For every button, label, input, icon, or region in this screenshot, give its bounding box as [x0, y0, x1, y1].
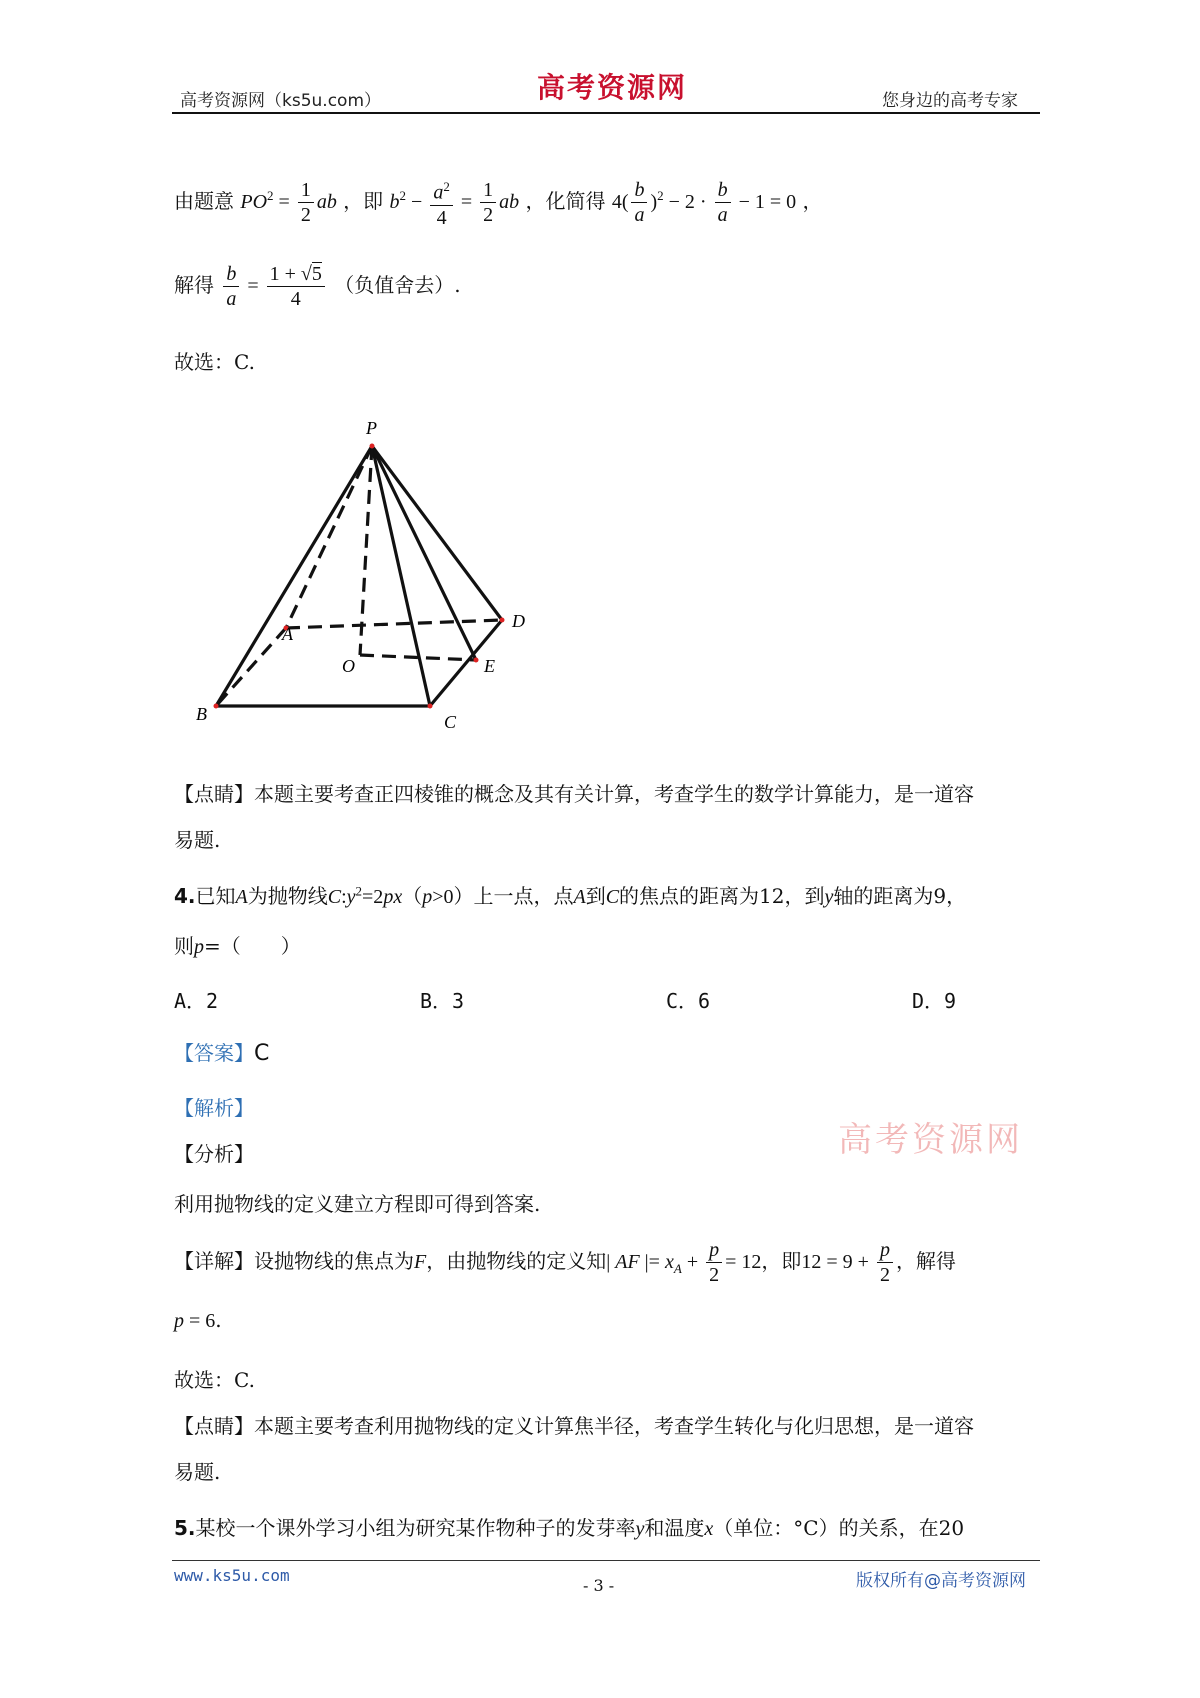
dianjing-1-line-1: [174, 778, 974, 807]
label-P: P: [366, 418, 377, 438]
xiangjie-d: ，解得: [895, 1249, 956, 1273]
header-site-name: 高考资源网（ks5u.com）: [180, 91, 382, 111]
footer-copyright: 版权所有@高考资源网: [856, 1571, 1026, 1591]
equation-line-2: 解得 $\frac{b}{a}$ = $\frac{1 + √5}{4}$ （负值舍去）.: [174, 263, 461, 310]
solve-note: （负值舍去）.: [334, 273, 461, 297]
footer-site-link[interactable]: www.ks5u.com: [174, 1566, 290, 1585]
result-end: .: [215, 1308, 222, 1332]
equation-line-1: 由题意 $PO^2$ = $\frac{1}{2}$ ab ，即 $b^2$ − $\frac{a^2}{4}$ = $\frac{1}{2}$ ab ，化简得 4( $\frac{b}{a}$ )$^2$ − 2 · $\frac{b}{a}$ − 1 = 0 ，: [174, 175, 823, 230]
dianjing-2-line-1: [174, 1410, 974, 1439]
question-5-line-1: 5.某校一个课外学习小组为研究某作物种子的发芽率y和温度x（单位：°C）的关系，在20: [174, 1516, 965, 1540]
q4-text-f: 的焦点的距离为12，到: [619, 884, 825, 908]
solve-prefix: 解得: [174, 273, 214, 297]
choose-line-1: 故选：C.: [174, 350, 255, 374]
label-C: C: [444, 712, 457, 732]
q5-number: 5.: [174, 1516, 196, 1540]
watermark: 高考资源网: [838, 1120, 1023, 1160]
header-logo: 高考资源网: [537, 71, 688, 104]
xiangjie-tag: 【详解】: [174, 1249, 254, 1273]
choose-line-2: 故选：C.: [174, 1368, 255, 1392]
dianjing2-text: 本题主要考查利用抛物线的定义计算焦半径，考查学生转化与化归思想，是一道容: [254, 1414, 974, 1438]
result-line: p = 6.: [174, 1308, 222, 1332]
label-E: E: [484, 656, 495, 676]
q4-text-b: 为抛物线: [247, 884, 328, 908]
q4-text-g: 轴的距离为9，: [833, 884, 967, 908]
q5-text-a: 某校一个课外学习小组为研究某作物种子的发芽率: [195, 1516, 636, 1540]
answer-value: C: [254, 1041, 270, 1066]
xiangjie-b: ，由抛物线的定义知: [426, 1249, 607, 1273]
equation-mid2: ，化简得: [525, 188, 606, 213]
label-D: D: [512, 611, 525, 631]
q4-text-c: （: [402, 884, 423, 908]
q4-text-e: 到: [585, 884, 606, 908]
jiexi-tag: 【解析】: [174, 1096, 254, 1120]
answer-line: [174, 1037, 269, 1066]
footer-page-number: - 3 -: [583, 1576, 615, 1595]
footer-rule: [172, 1560, 1040, 1561]
pyramid-figure: [190, 410, 570, 740]
question-4-line-1: 4.已知A为抛物线$C:y^2=2px(p>0)$上一点，点A到C的焦点的距离为12，到y轴的距离为9，: [174, 883, 967, 908]
label-A: A: [282, 624, 293, 644]
xiangjie-a: 设抛物线的焦点为: [254, 1249, 414, 1273]
fenxi-text: 利用抛物线的定义建立方程即可得到答案.: [174, 1192, 541, 1216]
dianjing-tag: 【点睛】: [174, 782, 254, 806]
fenxi-tag: 【分析】: [174, 1142, 254, 1166]
question-number: 4.: [174, 884, 196, 908]
q5-text-c: （单位：°C）的关系，在20: [713, 1516, 965, 1540]
dianjing-1-line-2: 易题.: [174, 828, 221, 852]
header-slogan: 您身边的高考专家: [882, 91, 1018, 111]
equation-prefix: 由题意: [174, 188, 234, 213]
equation-end: ，: [802, 188, 823, 213]
label-O: O: [342, 656, 355, 676]
option-a: A．2: [174, 989, 219, 1013]
header-rule: [172, 112, 1040, 114]
option-b: B．3: [420, 989, 465, 1013]
option-d: D．9: [912, 989, 957, 1013]
dianjing-2-line-2: 易题.: [174, 1460, 221, 1484]
q5-text-b: 和温度: [644, 1516, 705, 1540]
dianjing2-tag: 【点睛】: [174, 1414, 254, 1438]
xiangjie-c: ，即: [761, 1249, 802, 1273]
equation-mid: ，即: [343, 188, 384, 213]
q4-line2: 则: [174, 934, 194, 958]
q4-line2-b: =（ ）: [204, 934, 301, 958]
label-B: B: [196, 704, 207, 724]
answer-tag: 【答案】: [174, 1041, 254, 1065]
xiangjie-line: 【详解】设抛物线的焦点为F，由抛物线的定义知| AF |= $x_A$ + $\frac{p}{2}$ = 12，即12 = 9 + $\frac{p}{2}$ ，解得: [174, 1239, 956, 1286]
option-c: C．6: [666, 989, 711, 1013]
q4-text-a: 已知: [195, 884, 236, 908]
question-4-line-2: 则p=（ ）: [174, 934, 301, 958]
dianjing-text: 本题主要考查正四棱锥的概念及其有关计算，考查学生的数学计算能力，是一道容: [254, 782, 974, 806]
